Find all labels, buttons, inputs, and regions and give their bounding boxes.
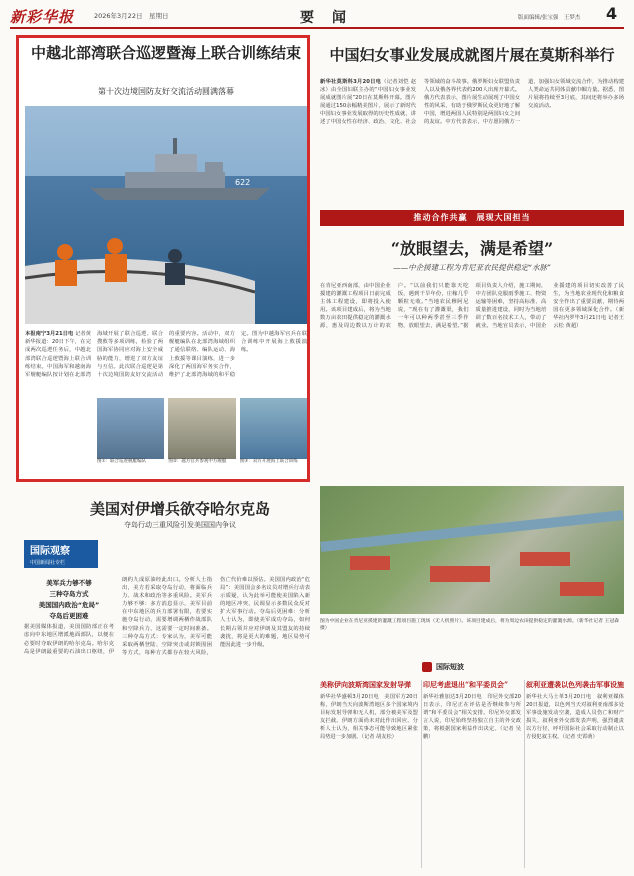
svg-text:622: 622 — [235, 178, 251, 187]
exhibition-text: （记者刘恺 赵冰）由全国妇联主办的“中国妇女事业发展成就图片展”20日在莫斯科开幕。图片展通过150余幅精美图片，展示了新时代中国妇女事业发展取得的历史性成就，讲述了中国女性在经济、政治、文化、社会等领域的奋斗故事。俄罗斯妇女联盟负责人以及俄各界代表约200人出席开幕式。俄方代表表示，图片展生动展现了中国女性的风采，有助于俄罗斯民众更好地了解中国，增进两国人民特别是两国妇女之间的友谊。中方代表表示，中方愿同俄方一道，加强妇女领域交流合作，为推动构建人类命运共同体贡献巾帼力量。据悉，图片展将持续至3月底，其间还将举办多场交流活动。 — [320, 79, 624, 126]
section-title: 要 闻 — [300, 10, 348, 26]
brief-headline: 美称伊向波斯湾国家发射导弹 — [320, 680, 411, 689]
us-iran-body — [24, 576, 310, 868]
us-iran-subhead: 夺岛行动三重风险引发美国国内争议 — [124, 521, 236, 529]
thumbnail-photo — [240, 398, 307, 464]
news-briefs-label — [420, 660, 470, 674]
exhibition-body — [320, 78, 624, 198]
briefs-label-text: 国际短波 — [436, 663, 464, 671]
photo-roof — [520, 552, 570, 566]
newspaper-logo: 新彩华报 — [10, 8, 75, 26]
thumbnail-caption: 图①：联合巡逻舰艇编队 — [97, 459, 164, 464]
column-banner: 推动合作共赢 展现大国担当 — [320, 210, 624, 226]
thumbnail-photo — [97, 398, 164, 464]
briefs-marker-icon — [422, 662, 432, 672]
masthead-rule — [10, 27, 624, 29]
caption-dateline: 本报南宁3月21日电 — [25, 331, 74, 337]
feature-headline: 中越北部湾联合巡逻暨海上联合训练结束 — [30, 44, 301, 62]
column-divider — [421, 680, 422, 868]
aerial-caption: 图为中国企业在肯尼亚援建的灌溉工程项目施工现场（无人机照片）。该项目建成后，将为周边农田提供稳定的灌溉水源。（新华社记者 王冠森摄） — [320, 619, 619, 631]
brief-body: 新华社大马士革3月20日电 叙利亚媒体20日报道，以色列当天对叙利亚南部多处军事设施发动空袭，造成人员伤亡和财产损失。叙利亚外交部发表声明，强烈谴责以方行径，呼吁国际社会采取行动制止以方侵犯叙主权。（记者 史霄萌） — [526, 694, 624, 740]
page-editors: 版面编辑/张宝强 王梦杰 — [518, 15, 581, 21]
intl-observation-badge — [24, 540, 98, 568]
warship-illustration — [85, 136, 275, 206]
section-subtitle: 美国国内政治“危局” — [38, 601, 100, 610]
news-brief — [423, 680, 521, 870]
section-subtitle: 三种夺岛方式 — [49, 590, 89, 599]
feature-photo — [25, 106, 307, 324]
section-subtitle: 夺岛后更困难 — [49, 612, 89, 621]
feature-thumbnails — [97, 398, 307, 468]
thumbnail-caption: 图③：双方开展海上联合训练 — [240, 459, 307, 464]
us-iran-text: 据美国媒体报道，美国国防部正在考虑向中东地区增派地面部队，以便在必要时夺取伊朗的哈尔克岛。哈尔克岛是伊朗最重要的石油出口枢纽，伊朗约九成原油经此出口。分析人士指出，美方若采取夺岛行动，将面临兵力、战术和政治等多重风险。美军兵力够不够：多方消息显示，美军目前在中东地区的兵力部署有限，若要实施夺岛行动，需要增调两栖作战部队和空降兵力，这需要一定时间准备。三种夺岛方式：专家认为，美军可能采取两栖登陆、空降突击或封锁围困等方式，每种方式都存在较大风险，伤亡代价难以预估。美国国内政治“危局”：美国国会多名议员对增兵行动表示质疑，认为此举可能使美国陷入新的地区冲突，民调显示多数民众反对扩大军事行动。夺岛后更困难：分析人士认为，即使美军成功夺岛，如何长期占领并应对伊朗及其盟友的持续袭扰，将是更大的难题，地区局势可能因此进一步升级。 — [24, 577, 310, 656]
us-iran-headline: 美国对伊增兵欲夺哈尔克岛 — [89, 500, 270, 518]
brief-body: 新华社华盛顿3月20日电 美国军方20日称，伊朗当天向波斯湾地区多个国家境内目标发射导弹和无人机，部分被美军及盟友拦截。伊朗方面尚未对此作出回应。分析人士认为，相关事态可能导致地区紧张局势进一步加剧。（记者 胡友松） — [320, 694, 418, 740]
exhibition-headline: 中国妇女事业发展成就图片展在莫斯科举行 — [329, 46, 615, 64]
badge-title: 国际观察 — [30, 546, 70, 557]
aerial-photo — [320, 486, 624, 614]
kenya-subhead: ——中企援建工程为肯尼亚农民提供稳定“水脉” — [393, 263, 551, 272]
photo-river — [320, 510, 623, 552]
section-subtitle: 美军兵力够不够 — [46, 579, 92, 587]
photo-roof — [350, 556, 390, 570]
brief-body: 新华社雅加达3月20日电 印尼外交部20日表示，印尼正在评估是否继续参与所谓“和平委员会”相关安排。印尼外交部发言人说，印尼始终坚持独立自主的外交政策，将根据国家利益作出决定。（记者 吴鹏） — [423, 694, 521, 740]
news-brief — [526, 680, 624, 870]
photo-roof — [560, 582, 604, 596]
news-brief — [320, 680, 418, 870]
kenya-body: 在肯尼亚西南部，由中国企业援建的灌溉工程项目日前完成主体工程建设，即将投入使用。该项目建成后，将为当地数万亩农田提供稳定的灌溉水源，惠及周边数以万计的农户。“以前我们只能靠天吃饭，遇到干旱年份，庄稼几乎颗粒无收。”当地农民穆阿尼说，“现在有了灌溉渠，我们一年可以种两季甚至三季作物，放眼望去，满是希望。”据项目负责人介绍，施工期间，中方团队克服雨季施工、物资运输等困难，坚持高标准、高质量推进建设，同时为当地培训了数百名技术工人，带动了就业。当地官员表示，中国企业援建的项目切实改善了民生，为当地农业现代化和粮食安全作出了重要贡献，期待两国在更多领域深化合作。（新华社内罗毕3月21日电 记者王云松 黄超） — [320, 283, 624, 330]
caption-text: 记者黄新华报道：20日下午，在完成两次巡逻任务后，中越北部湾联合巡逻暨海上联合训练结束。中国海军和越南海军舰艇编队按计划在北部湾海域开展了联合巡逻、联合搜救等多项训练，检验了两国海军协同应对海上安全威胁的能力，增进了双方友谊与互信。此次联合巡逻是第十次边境国防友好交流活动的重要内容。活动中，双方舰艇编队在北部湾海域组织了通信联络、编队运动、海上救援等课目演练，进一步深化了两国海军务实合作，维护了北部湾海域的和平稳定。图为中越海军官兵在联合训练中开展海上救援演练。 — [25, 331, 307, 379]
exhibition-dateline: 新华社莫斯科3月20日电 — [320, 79, 382, 85]
page-number: 4 — [606, 4, 618, 23]
thumbnail-photo — [168, 398, 235, 464]
feature-subhead: 第十次边境国防友好交流活动圆满落幕 — [98, 87, 234, 96]
column-divider — [524, 680, 525, 868]
brief-headline: 印尼考虑退出“和平委员会” — [423, 680, 509, 689]
rescue-boat-illustration — [25, 226, 255, 324]
issue-date: 2026年3月22日 星期日 — [94, 12, 169, 20]
photo-roof — [430, 566, 490, 582]
badge-subtitle: 中国新闻社专栏 — [30, 560, 66, 566]
kenya-headline: “放眼望去，满是希望” — [390, 239, 554, 258]
feature-story — [16, 35, 310, 482]
thumbnail-caption: 图②：越方官兵参观中方舰艇 — [168, 459, 235, 464]
brief-headline: 叙利亚遭袭以色列袭击军事设施 — [526, 680, 624, 689]
